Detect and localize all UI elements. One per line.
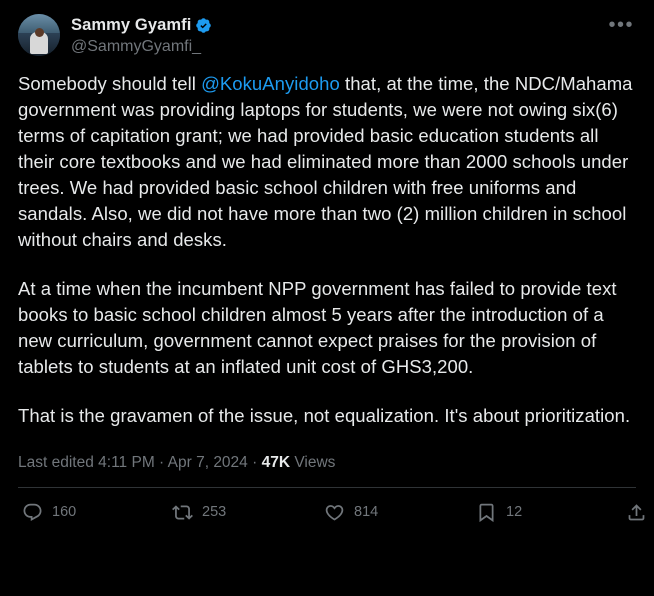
tweet-text-segment: Somebody should tell [18,73,202,94]
tweet-date: Apr 7, 2024 [167,454,248,471]
views-count: 47K [261,454,291,471]
avatar-head [35,28,44,37]
author-name-row [71,15,212,35]
tweet-text [18,71,636,429]
retweet-count: 253 [202,504,227,520]
tweet-paragraph [18,403,636,429]
reply-button[interactable] [22,502,172,523]
share-button[interactable] [626,502,654,523]
reply-icon [22,502,43,523]
avatar[interactable] [18,14,60,56]
tweet-text-segment: that, at the time, the NDC/Mahama government was providing laptops for students, we were not owing six(6) terms of capitation grant; we had provided basic education students all their core textbooks and we had eliminated more than 2000 schools under trees. We had provided basic school children with free uniforms and sandals. Also, we did not have more than two (2) million children in school without chairs and desks. [18,73,633,250]
views-label: Views [290,454,336,471]
mention-link[interactable]: @KokuAnyidoho [201,73,340,94]
author-names [71,14,212,57]
more-options-icon[interactable]: ••• [608,14,634,36]
share-icon [626,502,647,523]
author-display-name[interactable]: Sammy Gyamfi [71,16,192,34]
reply-count: 160 [52,504,77,520]
bookmark-button[interactable] [476,502,626,523]
tweet-header [18,14,636,57]
heart-icon [324,502,345,523]
verified-badge-icon [195,17,212,34]
meta-separator: · [154,454,168,471]
retweet-button[interactable] [172,502,324,523]
retweet-icon [172,502,193,523]
tweet-text-segment: That is the gravamen of the issue, not equalization. It's about prioritization. [18,405,631,426]
meta-separator: · [247,454,262,471]
like-button[interactable] [324,502,476,523]
tweet-text-segment: At a time when the incumbent NPP government has failed to provide text books to basic school children almost 5 years after the introduction of a new curriculum, government cannot expect praises for the provision of tablets to students at an inflated unit cost of GHS3,200. [18,278,617,377]
bookmark-count: 12 [506,504,523,520]
edited-label: Last edited [18,454,99,471]
tweet-paragraph [18,276,636,380]
author-handle[interactable]: @SammyGyamfi_ [71,38,202,55]
like-count: 814 [354,504,379,520]
tweet-time: 4:11 PM [98,454,155,471]
tweet-meta [18,453,636,473]
bookmark-icon [476,502,497,523]
tweet-paragraph [18,71,636,253]
tweet-actions [18,488,636,536]
